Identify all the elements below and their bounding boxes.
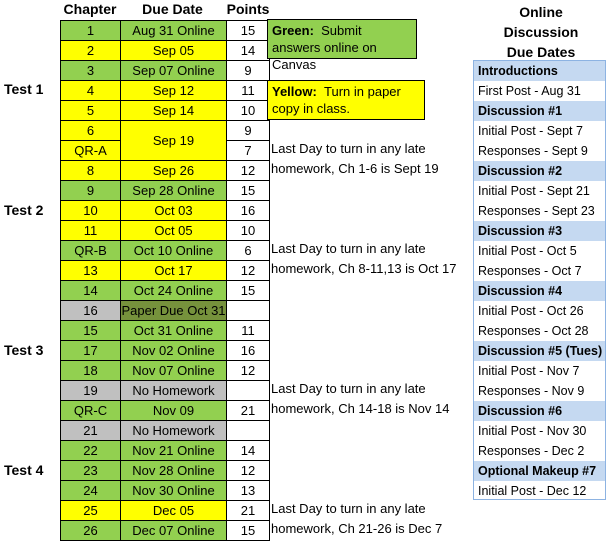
due-date-cell: Aug 31 Online (120, 20, 227, 41)
points-cell: 13 (226, 480, 270, 501)
due-date-cell: Nov 07 Online (120, 360, 227, 381)
test-2-label: Test 2 (4, 202, 44, 218)
points-cell: 10 (226, 220, 270, 241)
points-cell: 12 (226, 460, 270, 481)
points-cell: 10 (226, 100, 270, 121)
discussion-header: Discussion #4 (474, 281, 605, 301)
chapter-cell: 16 (60, 300, 121, 321)
discussion-date: Responses - Dec 2 (478, 444, 585, 458)
due-date-cell: Sep 26 (120, 160, 227, 181)
chapter-cell: QR-A (60, 140, 121, 161)
due-date-cell: Nov 09 (120, 400, 227, 421)
due-date-cell: Nov 02 Online (120, 340, 227, 361)
discussion-date: Responses - Nov 9 (478, 384, 585, 398)
due-date-cell: Oct 24 Online (120, 280, 227, 301)
discussion-date: Responses - Sept 9 (478, 144, 588, 158)
discussion-header: Discussion #1 (474, 101, 605, 121)
points-cell: 15 (226, 180, 270, 201)
due-date-cell: Dec 07 Online (120, 520, 227, 541)
points-cell: 12 (226, 160, 270, 181)
discussion-date: Initial Post - Oct 26 (478, 304, 584, 318)
due-date-cell: No Homework (120, 380, 227, 401)
due-date-cell: Sep 28 Online (120, 180, 227, 201)
late-note-2: Last Day to turn in any late homework, Ch 8-11,13 is Oct 17 (271, 241, 457, 276)
due-date-cell: Oct 05 (120, 220, 227, 241)
due-date-cell: No Homework (120, 420, 227, 441)
points-cell: 15 (226, 520, 270, 541)
chapter-cell: QR-B (60, 240, 121, 261)
due-date-cell: Paper Due Oct 31 (120, 300, 227, 321)
chapter-cell: 3 (60, 60, 121, 81)
chapter-cell: 6 (60, 120, 121, 141)
points-cell: 9 (226, 120, 270, 141)
chapter-cell: 11 (60, 220, 121, 241)
discussion-due-dates-list (473, 60, 606, 500)
discussion-date: Initial Post - Nov 7 (478, 364, 580, 378)
chapter-cell: 24 (60, 480, 121, 501)
discussion-header: Introductions (474, 61, 605, 81)
chapter-cell: 1 (60, 20, 121, 41)
test-3-label: Test 3 (4, 342, 44, 358)
discussion-date: First Post - Aug 31 (478, 84, 581, 98)
due-date-cell: Sep 07 Online (120, 60, 227, 81)
discussion-date: Initial Post - Sept 21 (478, 184, 590, 198)
points-cell (226, 420, 270, 441)
points-cell: 9 (226, 60, 270, 81)
points-cell: 16 (226, 200, 270, 221)
test-4-label: Test 4 (4, 462, 44, 478)
due-date-cell: Sep 19 (120, 120, 227, 161)
discussion-date: Responses - Sept 23 (478, 204, 595, 218)
late-note-1: Last Day to turn in any late homework, Ch 1-6 is Sept 19 (271, 141, 439, 176)
late-note-4: Last Day to turn in any late homework, Ch 21-26 is Dec 7 (271, 501, 443, 536)
points-cell: 6 (226, 240, 270, 261)
online-discussion-title: Online Discussion Due Dates (503, 4, 579, 60)
points-cell: 11 (226, 80, 270, 101)
points-cell: 15 (226, 20, 270, 41)
due-date-cell: Oct 03 (120, 200, 227, 221)
points-cell: 21 (226, 500, 270, 521)
discussion-header: Discussion #3 (474, 221, 605, 241)
points-cell: 12 (226, 260, 270, 281)
chapter-cell: 10 (60, 200, 121, 221)
green-legend: Green: Submit answers online on Canvas (267, 19, 417, 59)
chapter-cell: 17 (60, 340, 121, 361)
chapter-cell: QR-C (60, 400, 121, 421)
chapter-cell: 4 (60, 80, 121, 101)
discussion-date: Responses - Oct 28 (478, 324, 589, 338)
chapter-header: Chapter (63, 1, 117, 17)
due-date-cell: Oct 10 Online (120, 240, 227, 261)
due-date-cell: Nov 28 Online (120, 460, 227, 481)
chapter-cell: 5 (60, 100, 121, 121)
due-date-cell: Dec 05 (120, 500, 227, 521)
points-cell: 12 (226, 360, 270, 381)
test-1-label: Test 1 (4, 81, 44, 97)
points-cell: 14 (226, 440, 270, 461)
due-date-cell: Oct 17 (120, 260, 227, 281)
late-note-3: Last Day to turn in any late homework, Ch 14-18 is Nov 14 (271, 381, 450, 416)
chapter-cell: 19 (60, 380, 121, 401)
chapter-cell: 2 (60, 40, 121, 61)
chapter-cell: 8 (60, 160, 121, 181)
discussion-header: Discussion #5 (Tues) (474, 341, 605, 361)
discussion-date: Initial Post - Sept 7 (478, 124, 583, 138)
discussion-header: Discussion #2 (474, 161, 605, 181)
points-cell: 16 (226, 340, 270, 361)
points-cell: 11 (226, 320, 270, 341)
points-cell: 14 (226, 40, 270, 61)
discussion-header: Optional Makeup #7 (474, 461, 605, 481)
points-cell (226, 300, 270, 321)
discussion-date: Responses - Oct 7 (478, 264, 582, 278)
due-date-cell: Nov 30 Online (120, 480, 227, 501)
chapter-cell: 21 (60, 420, 121, 441)
points-cell: 7 (226, 140, 270, 161)
due-date-cell: Nov 21 Online (120, 440, 227, 461)
chapter-cell: 15 (60, 320, 121, 341)
due-date-header: Due Date (142, 1, 203, 17)
due-date-cell: Sep 12 (120, 80, 227, 101)
discussion-header: Discussion #6 (474, 401, 605, 421)
chapter-cell: 9 (60, 180, 121, 201)
due-date-cell: Sep 14 (120, 100, 227, 121)
chapter-cell: 26 (60, 520, 121, 541)
due-date-cell: Oct 31 Online (120, 320, 227, 341)
discussion-date: Initial Post - Oct 5 (478, 244, 577, 258)
points-cell: 21 (226, 400, 270, 421)
discussion-date: Initial Post - Nov 30 (478, 424, 587, 438)
points-cell: 15 (226, 280, 270, 301)
due-date-cell: Sep 05 (120, 40, 227, 61)
points-cell (226, 380, 270, 401)
chapter-cell: 14 (60, 280, 121, 301)
chapter-cell: 23 (60, 460, 121, 481)
chapter-cell: 22 (60, 440, 121, 461)
points-header: Points (226, 1, 270, 17)
chapter-cell: 13 (60, 260, 121, 281)
yellow-legend: Yellow: Turn in paper copy in class. (267, 80, 425, 120)
chapter-cell: 18 (60, 360, 121, 381)
chapter-cell: 25 (60, 500, 121, 521)
discussion-date: Initial Post - Dec 12 (478, 484, 587, 498)
